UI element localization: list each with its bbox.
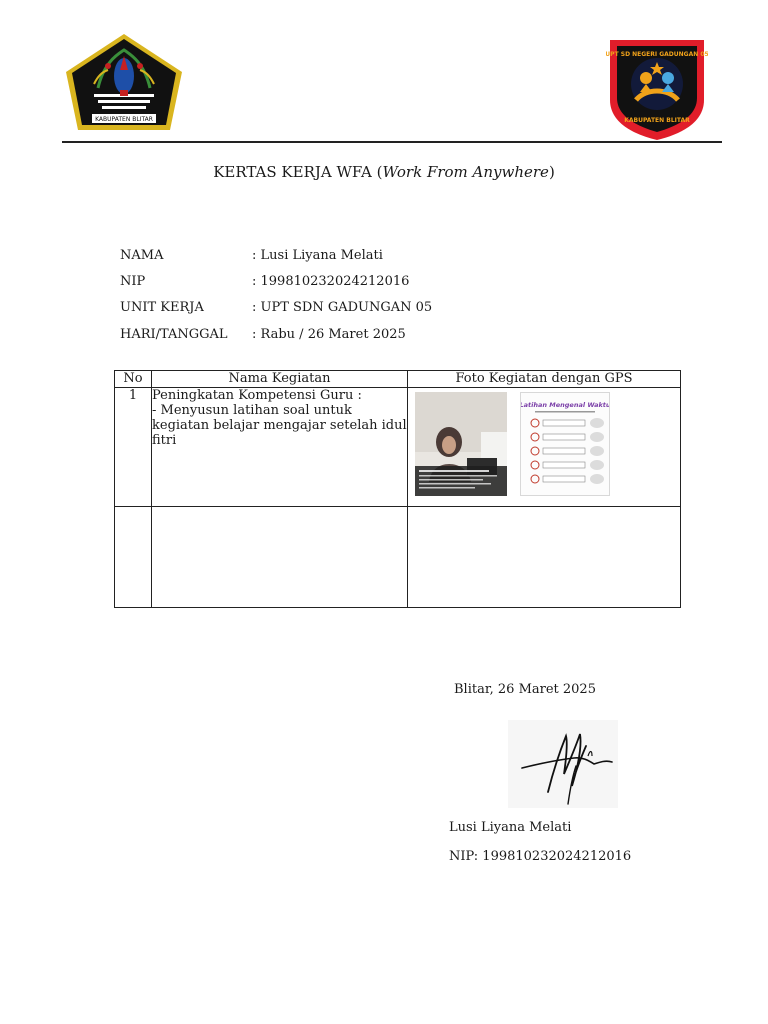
- handwritten-signature: [508, 720, 618, 808]
- signatory-nip: NIP: 199810232024212016: [449, 849, 632, 864]
- field-value: : 199810232024212016: [252, 274, 410, 289]
- field-label: HARI/TANGGAL: [120, 327, 228, 342]
- document-title: [200, 161, 568, 183]
- header-foto-kegiatan: Foto Kegiatan dengan GPS: [408, 371, 681, 388]
- svg-text:UPT SD NEGERI GADUNGAN 05: UPT SD NEGERI GADUNGAN 05: [606, 51, 708, 58]
- activity-name-cell: [152, 507, 408, 608]
- title-main: KERTAS KERJA WFA (: [213, 163, 383, 181]
- field-value: : UPT SDN GADUNGAN 05: [252, 300, 433, 315]
- activity-photo-cell: [408, 388, 681, 507]
- worksheet-photo: [520, 392, 610, 496]
- row-number: 1: [115, 388, 152, 507]
- field-label: UNIT KERJA: [120, 300, 204, 315]
- svg-text:KABUPATEN BLITAR: KABUPATEN BLITAR: [624, 117, 690, 124]
- gps-activity-photo: [415, 392, 507, 496]
- signatory-name: Lusi Liyana Melati: [449, 820, 572, 835]
- field-label: NIP: [120, 274, 146, 289]
- worksheet-title: Latihan Mengenal Waktu: [521, 401, 609, 409]
- signature-place-date: Blitar, 26 Maret 2025: [454, 682, 596, 697]
- kabupaten-blitar-logo: [64, 32, 184, 132]
- table-header-row: [115, 371, 681, 388]
- title-close: ): [548, 163, 555, 181]
- title-italic: Work From Anywhere: [382, 163, 549, 181]
- field-value: : Lusi Liyana Melati: [252, 248, 383, 263]
- activity-table: [114, 370, 681, 608]
- field-label: NAMA: [120, 248, 164, 263]
- header-no: No: [115, 371, 152, 388]
- header-divider: [62, 141, 722, 143]
- activity-title: Peningkatan Kompetensi Guru :: [152, 388, 362, 403]
- table-row: [115, 507, 681, 608]
- activity-description: - Menyusun latihan soal untuk kegiatan belajar mengajar setelah idul fitri: [152, 403, 407, 448]
- table-row: [115, 388, 681, 507]
- header-nama-kegiatan: Nama Kegiatan: [152, 371, 408, 388]
- row-number: [115, 507, 152, 608]
- activity-name-cell: [152, 388, 408, 507]
- activity-photo-cell: [408, 507, 681, 608]
- svg-text:KABUPATEN BLITAR: KABUPATEN BLITAR: [95, 116, 153, 123]
- school-logo: [606, 34, 708, 142]
- field-value: : Rabu / 26 Maret 2025: [252, 327, 406, 342]
